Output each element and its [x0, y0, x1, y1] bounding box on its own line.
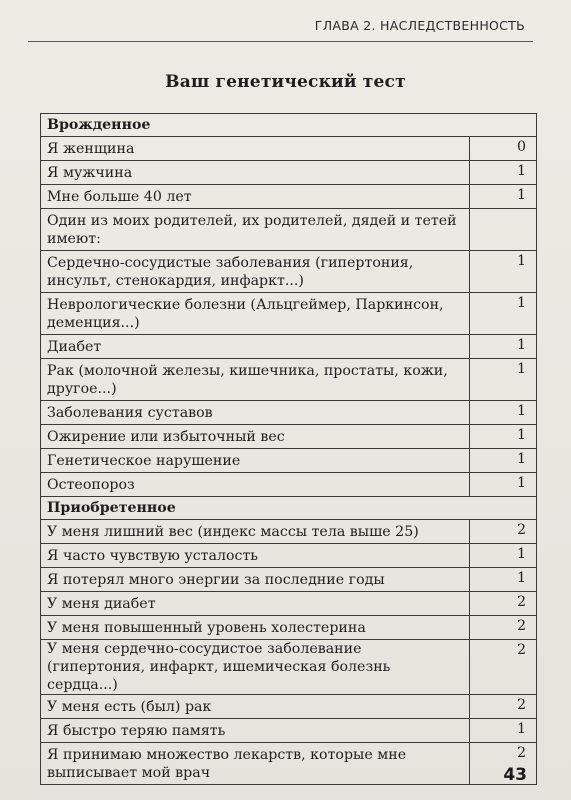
table-row: [41, 401, 537, 425]
table-row: [41, 616, 537, 640]
row-score: 2: [470, 616, 537, 640]
table-row: [41, 592, 537, 616]
page-number: 43: [503, 765, 527, 785]
page-title: Ваш генетический тест: [165, 72, 406, 92]
row-label: Один из моих родителей, их родителей, дядей и тетей имеют:: [41, 209, 470, 251]
table-row: [41, 449, 537, 473]
row-score: 2: [470, 695, 537, 719]
row-score: 1: [470, 425, 537, 449]
row-score: [470, 209, 537, 251]
row-score: 2: [470, 592, 537, 616]
table-row: [41, 568, 537, 592]
row-label: Я быстро теряю память: [41, 719, 470, 743]
row-score: 2: [470, 640, 537, 695]
row-label: У меня есть (был) рак: [41, 695, 470, 719]
row-label: Генетическое нарушение: [41, 449, 470, 473]
table-row: [41, 695, 537, 719]
row-label: Я часто чувствую усталость: [41, 544, 470, 568]
row-score: 1: [470, 401, 537, 425]
row-label: Остеопороз: [41, 473, 470, 497]
section-header-row: [41, 114, 537, 137]
row-label: Заболевания суставов: [41, 401, 470, 425]
row-label: Я мужчина: [41, 161, 470, 185]
table-row: [41, 473, 537, 497]
table-row: [41, 335, 537, 359]
row-score: 1: [470, 544, 537, 568]
row-score: 1: [470, 449, 537, 473]
row-label: Рак (молочной железы, кишечника, простаты, кожи, другое...): [41, 359, 470, 401]
table-row: [41, 640, 537, 695]
table-row: [41, 185, 537, 209]
row-score: 1: [470, 185, 537, 209]
section-heading: Врожденное: [41, 114, 537, 137]
row-label: Я потерял много энергии за последние годы: [41, 568, 470, 592]
row-score: 2: [470, 520, 537, 544]
table-row: [41, 520, 537, 544]
row-label: Сердечно-сосудистые заболевания (гипертония, инсульт, стенокардия, инфаркт...): [41, 251, 470, 293]
table-row: [41, 544, 537, 568]
row-label: У меня сердечно-сосудистое заболевание (гипертония, инфаркт, ишемическая болезнь сердца...): [41, 640, 470, 695]
row-label: У меня диабет: [41, 592, 470, 616]
row-score: 2: [470, 743, 537, 785]
header-rule: [28, 41, 533, 42]
row-score: 1: [470, 568, 537, 592]
row-score: 1: [470, 473, 537, 497]
row-score: 1: [470, 359, 537, 401]
row-score: 1: [470, 335, 537, 359]
table-row: [41, 209, 537, 251]
row-label: Диабет: [41, 335, 470, 359]
table-row: [41, 425, 537, 449]
row-label: Ожирение или избыточный вес: [41, 425, 470, 449]
row-label: Я женщина: [41, 137, 470, 161]
row-score: 0: [470, 137, 537, 161]
row-label: Я принимаю множество лекарств, которые мне выписывает мой врач: [41, 743, 470, 785]
table-row: [41, 137, 537, 161]
table-row: [41, 293, 537, 335]
running-header: ГЛАВА 2. НАСЛЕДСТВЕННОСТЬ: [314, 18, 525, 33]
row-label: У меня повышенный уровень холестерина: [41, 616, 470, 640]
table-row: [41, 161, 537, 185]
section-header-row: [41, 497, 537, 520]
row-score: 1: [470, 719, 537, 743]
table-row: [41, 719, 537, 743]
row-score: 1: [470, 161, 537, 185]
table-row: [41, 743, 537, 785]
table-row: [41, 251, 537, 293]
section-heading: Приобретенное: [41, 497, 537, 520]
row-label: Мне больше 40 лет: [41, 185, 470, 209]
table-row: [41, 359, 537, 401]
row-score: 1: [470, 293, 537, 335]
row-label: Неврологические болезни (Альцгеймер, Паркинсон, деменция...): [41, 293, 470, 335]
row-label: У меня лишний вес (индекс массы тела выше 25): [41, 520, 470, 544]
genetic-test-table: [40, 113, 537, 785]
row-score: 1: [470, 251, 537, 293]
